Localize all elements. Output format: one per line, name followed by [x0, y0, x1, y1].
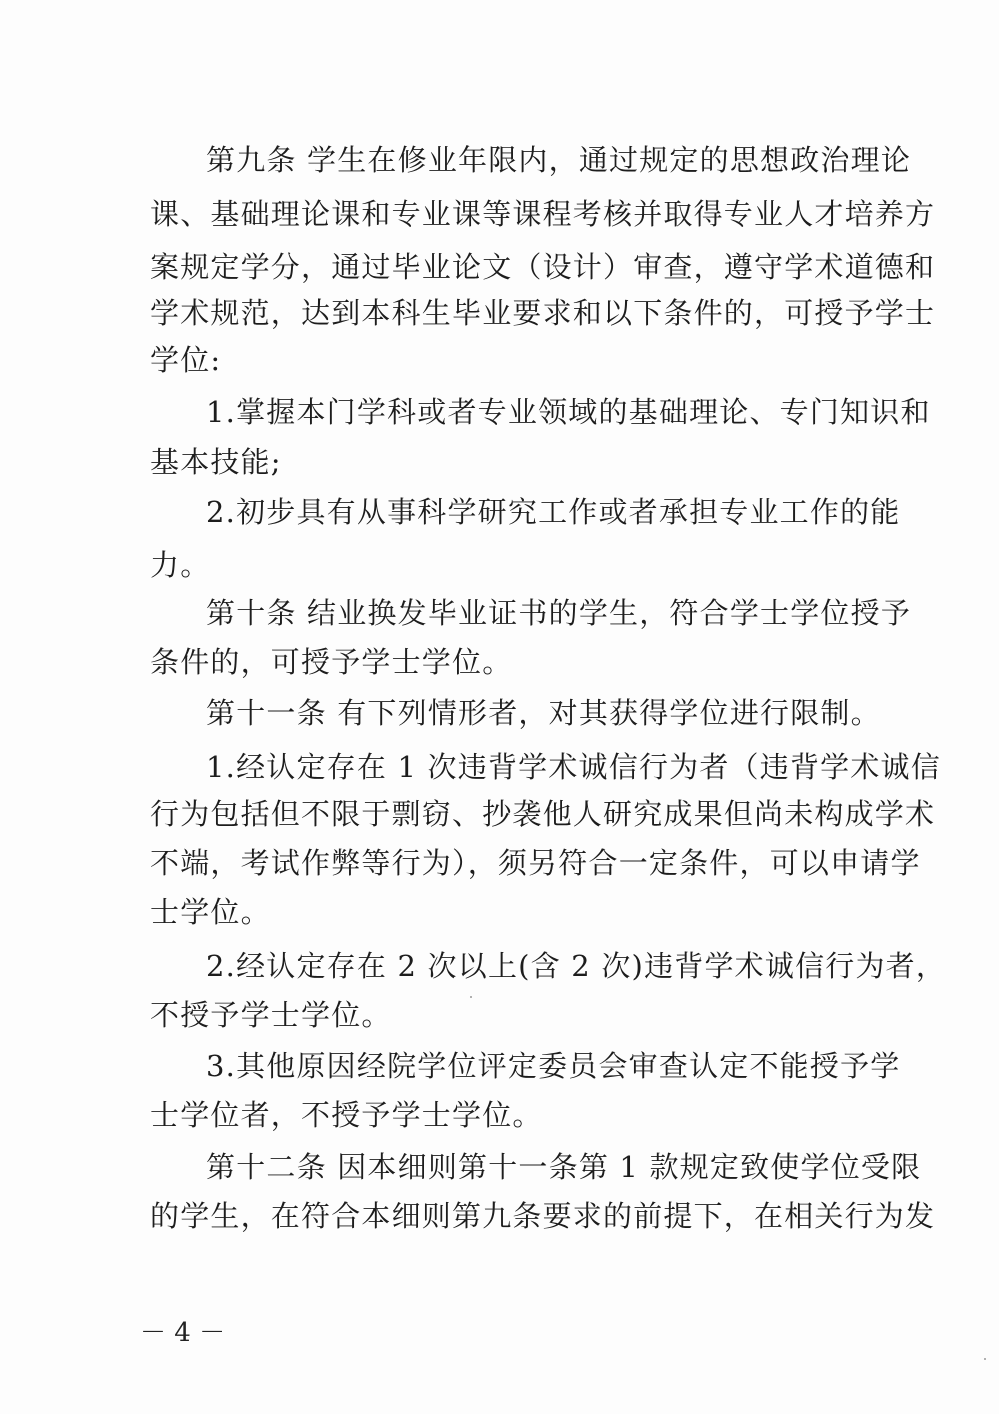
text-line: 的学生，在符合本细则第九条要求的前提下，在相关行为发	[150, 1199, 936, 1233]
text-line-item-1: 1.经认定存在 1 次违背学术诚信行为者（违背学术诚信	[206, 750, 941, 784]
text-line: 不授予学士学位。	[150, 998, 392, 1032]
text-line: 士学位。	[150, 895, 271, 929]
text-line: 学位:	[150, 343, 222, 377]
text-line: 学术规范，达到本科生毕业要求和以下条件的，可授予学士	[150, 296, 936, 330]
text-line: 不端，考试作弊等行为），须另符合一定条件，可以申请学	[150, 846, 921, 880]
text-line: 行为包括但不限于剽窃、抄袭他人研究成果但尚未构成学术	[150, 797, 936, 831]
text-line-article-11: 第十一条 有下列情形者，对其获得学位进行限制。	[206, 696, 881, 730]
text-line: 课、基础理论课和专业课等课程考核并取得专业人才培养方	[150, 197, 936, 231]
text-line-item-3: 3.其他原因经院学位评定委员会审查认定不能授予学	[206, 1049, 901, 1083]
text-line: 条件的，可授予学士学位。	[150, 645, 513, 679]
text-line: 士学位者，不授予学士学位。	[150, 1098, 543, 1132]
text-line-item-1: 1.掌握本门学科或者专业领域的基础理论、专门知识和	[206, 395, 931, 429]
text-line-article-10: 第十条 结业换发毕业证书的学生，符合学士学位授予	[206, 596, 912, 630]
text-line-item-2: 2.经认定存在 2 次以上(含 2 次)违背学术诚信行为者，	[206, 949, 947, 983]
scan-speck	[470, 996, 472, 998]
text-line-article-9: 第九条 学生在修业年限内，通过规定的思想政治理论	[206, 143, 912, 177]
scan-speck	[984, 1358, 986, 1360]
text-line: 案规定学分，通过毕业论文（设计）审查，遵守学术道德和	[150, 250, 936, 284]
text-line-item-2: 2.初步具有从事科学研究工作或者承担专业工作的能	[206, 495, 901, 529]
text-line-article-12: 第十二条 因本细则第十一条第 1 款规定致使学位受限	[206, 1150, 922, 1184]
page-number: － 4 －	[140, 1318, 226, 1348]
text-line: 基本技能;	[150, 445, 282, 479]
text-line: 力。	[150, 548, 211, 582]
